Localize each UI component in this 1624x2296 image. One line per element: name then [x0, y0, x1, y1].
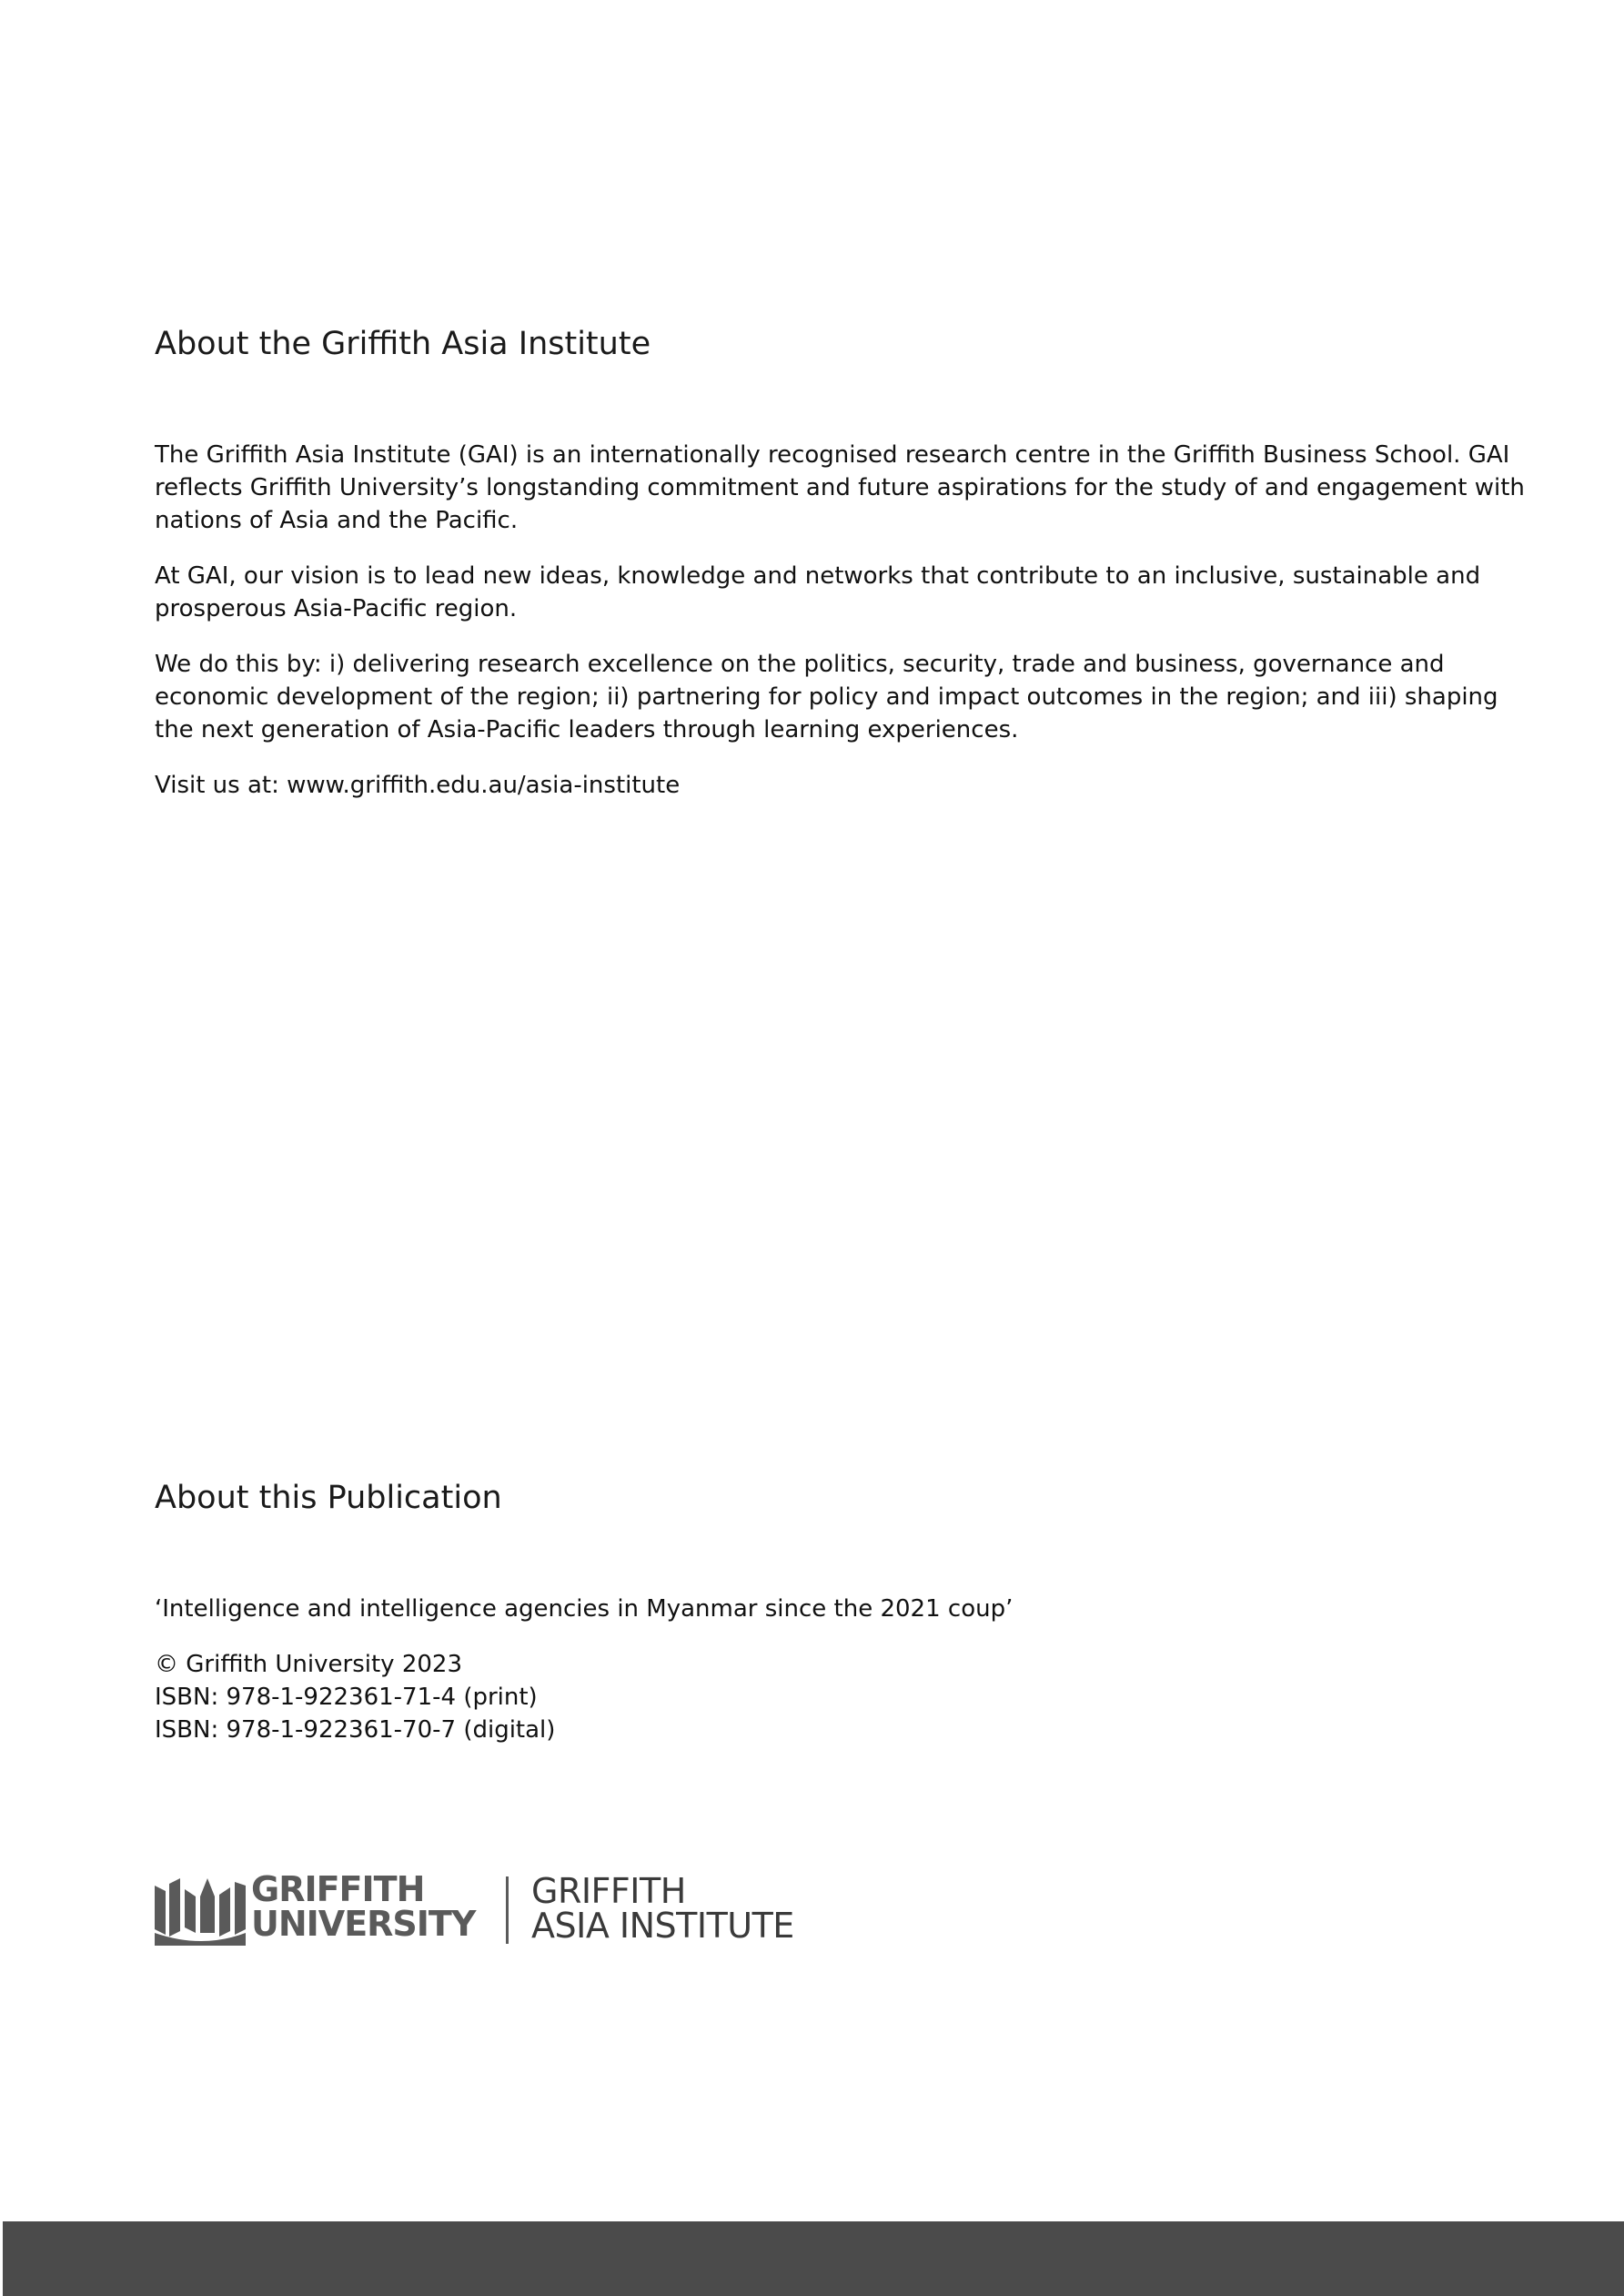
paragraph-line: At GAI, our vision is to lead new ideas, knowledge and networks that contribute to an inclusive, sustainable and	[155, 562, 1481, 590]
griffith-logo	[155, 1869, 832, 1951]
university-wordmark	[251, 1869, 476, 1944]
publication-title: ‘Intelligence and intelligence agencies in Myanmar since the 2021 coup’	[155, 1595, 1014, 1623]
paragraph-line: economic development of the region; ii) partnering for policy and impact outcomes in the region; and iii) shaping	[155, 683, 1498, 711]
institute-body	[155, 439, 1525, 824]
paragraph-line: the next generation of Asia-Pacific leaders through learning experiences.	[155, 716, 1019, 743]
isbn-print: ISBN: 978-1-922361-71-4 (print)	[155, 1684, 538, 1711]
logo-divider	[506, 1876, 509, 1944]
university-wordmark-line-2: UNIVERSITY	[251, 1904, 476, 1944]
publication-heading: About this Publication	[155, 1480, 502, 1516]
paragraph-line: The Griffith Asia Institute (GAI) is an internationally recognised research centre in the Griffith Business School. GAI	[155, 441, 1510, 469]
paragraph-line: reflects Griffith University’s longstanding commitment and future aspirations for the study of and engagement with	[155, 474, 1525, 501]
institute-paragraph-1	[155, 439, 1525, 537]
visit-link[interactable]: Visit us at: www.griffith.edu.au/asia-institute	[155, 772, 681, 799]
paragraph-line: nations of Asia and the Pacific.	[155, 507, 519, 534]
copyright-line: © Griffith University 2023	[155, 1651, 462, 1678]
paragraph-line: We do this by: i) delivering research excellence on the politics, security, trade and business, governance and	[155, 651, 1445, 678]
institute-paragraph-3	[155, 648, 1498, 746]
institute-heading: About the Griffith Asia Institute	[155, 326, 651, 362]
institute-paragraph-2	[155, 560, 1483, 625]
institute-wordmark	[531, 1871, 794, 1946]
publication-body	[155, 1593, 1483, 1769]
institute-wordmark-line-2: ASIA INSTITUTE	[531, 1906, 794, 1946]
footer-band	[3, 2221, 1624, 2296]
griffith-crest-icon	[155, 1876, 249, 1946]
paragraph-line: prosperous Asia-Pacific region.	[155, 595, 518, 622]
institute-wordmark-line-1: GRIFFITH	[531, 1871, 686, 1911]
isbn-digital: ISBN: 978-1-922361-70-7 (digital)	[155, 1716, 556, 1744]
publication-details	[155, 1648, 1483, 1746]
university-wordmark-line-1: GRIFFITH	[251, 1869, 425, 1909]
